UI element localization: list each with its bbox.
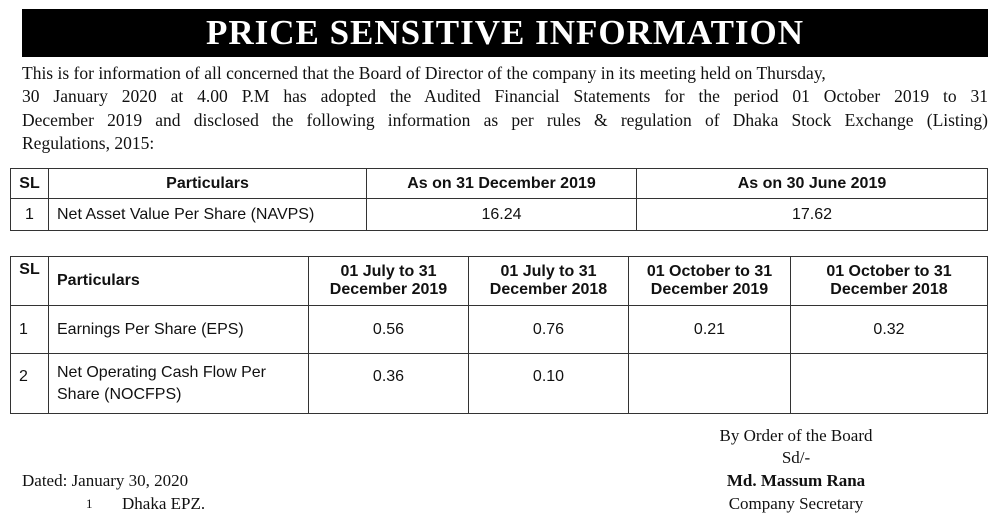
header-jun-2019: As on 30 June 2019: [637, 169, 988, 199]
cell-value: 0.76: [469, 306, 629, 354]
table-row: [11, 306, 988, 354]
dated: Dated: January 30, 2020: [22, 471, 189, 490]
cell-sl: 2: [11, 354, 49, 414]
place: Dhaka EPZ.: [122, 494, 206, 513]
cell-sl: 1: [11, 306, 49, 354]
paragraph-line: 30 January 2020 at 4.00 P.M has adopted the Audited Financial Statements for the period 01 October 2019 to 31: [22, 86, 988, 106]
cell-sl: 1: [11, 199, 49, 231]
table-row: [11, 354, 988, 414]
header-sl: SL: [11, 169, 49, 199]
header-period: 01 July to 31 December 2019: [309, 257, 469, 306]
header-particulars: Particulars: [49, 169, 367, 199]
cell-value: 0.21: [629, 306, 791, 354]
cell-particulars: Net Operating Cash Flow Per Share (NOCFPS): [49, 354, 309, 414]
cell-value: 0.56: [309, 306, 469, 354]
cell-value: 0.32: [791, 306, 988, 354]
header-period: 01 October to 31 December 2019: [629, 257, 791, 306]
paragraph-line: This is for information of all concerned that the Board of Director of the company in its meeting held on Thursday,: [22, 63, 826, 83]
header-particulars: Particulars: [49, 257, 309, 306]
footnote-number: 1: [86, 496, 93, 511]
eps-table: [10, 256, 988, 414]
table-row: [11, 199, 988, 231]
cell-value: [629, 354, 791, 414]
navps-table: [10, 168, 988, 231]
cell-particulars: Net Asset Value Per Share (NAVPS): [49, 199, 367, 231]
cell-value: [791, 354, 988, 414]
cell-particulars: Earnings Per Share (EPS): [49, 306, 309, 354]
signature-sd: Sd/-: [781, 448, 811, 467]
cell-value: 0.36: [309, 354, 469, 414]
cell-value: 16.24: [367, 199, 637, 231]
by-order: By Order of the Board: [719, 426, 873, 445]
header-period: 01 July to 31 December 2018: [469, 257, 629, 306]
signatory-designation: Company Secretary: [728, 494, 864, 513]
header-period: 01 October to 31 December 2018: [791, 257, 988, 306]
cell-value: 0.10: [469, 354, 629, 414]
page-title: PRICE SENSITIVE INFORMATION: [22, 9, 988, 57]
paragraph-line: December 2019 and disclosed the following information as per rules & regulation of Dhaka Stock Exchange (Listing): [22, 110, 988, 130]
paragraph-line: Regulations, 2015:: [22, 133, 155, 153]
header-sl: SL: [11, 257, 49, 306]
signatory-name: Md. Massum Rana: [726, 471, 866, 490]
cell-value: 17.62: [637, 199, 988, 231]
header-dec-2019: As on 31 December 2019: [367, 169, 637, 199]
